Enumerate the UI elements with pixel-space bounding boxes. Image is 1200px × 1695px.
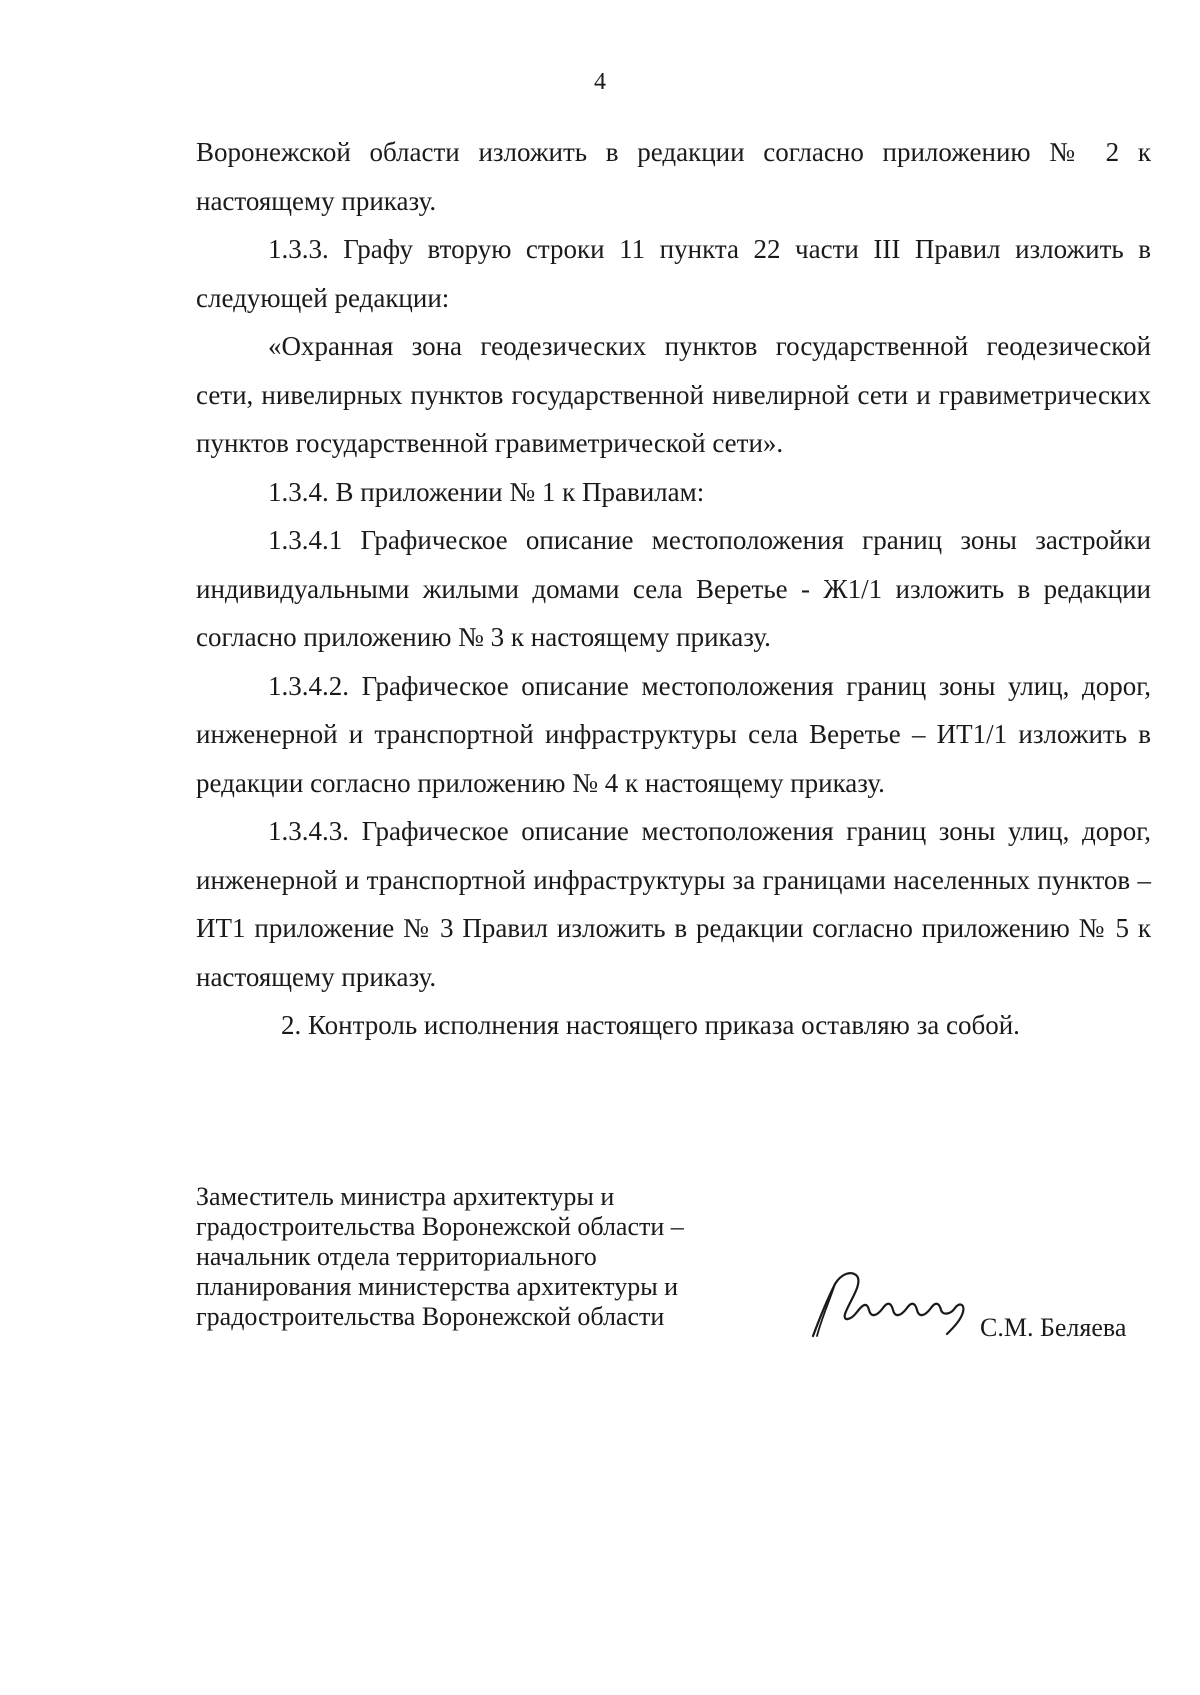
handwritten-signature: [805, 1262, 985, 1342]
signatory-position: [196, 1182, 756, 1332]
paragraph-quote: «Охранная зона геодезических пунктов государственной геодезической сети, нивелирных пунктов государственной нивелирной сети и гравиметрических пунктов государственной гравиметрической сети».: [196, 331, 1151, 458]
signatory-position-line: градостроительства Воронежской области –: [196, 1212, 684, 1241]
paragraph-1-3-3: 1.3.3. Графу вторую строки 11 пункта 22 части III Правил изложить в следующей редакции:: [196, 234, 1151, 313]
paragraph-1-3-4-1: 1.3.4.1 Графическое описание местоположения границ зоны застройки индивидуальными жилыми домами села Веретье - Ж1/1 изложить в редакции согласно приложению № 3 к настоящему приказу.: [196, 525, 1151, 652]
document-body: [196, 128, 1151, 1050]
paragraph-1-3-4: 1.3.4. В приложении № 1 к Правилам:: [268, 476, 705, 507]
signatory-position-line: планирования министерства архитектуры и: [196, 1272, 679, 1301]
signatory-position-line: Заместитель министра архитектуры и: [196, 1182, 615, 1211]
signer-name: С.М. Беляева: [980, 1313, 1127, 1342]
paragraph-1-3-4-3: 1.3.4.3. Графическое описание местоположения границ зоны улиц, дорог, инженерной и транспортной инфраструктуры за границами населенных пунктов – ИТ1 приложение № 3 Правил изложить в редакции согласно приложению № 5 к настоящему приказу.: [196, 816, 1151, 992]
signatory-position-line: градостроительства Воронежской области: [196, 1302, 665, 1331]
paragraph-2-control: 2. Контроль исполнения настоящего приказа оставляю за собой.: [281, 1010, 1020, 1040]
paragraph-1-3-4-2: 1.3.4.2. Графическое описание местоположения границ зоны улиц, дорог, инженерной и транспортной инфраструктуры села Веретье – ИТ1/1 изложить в редакции согласно приложению № 4 к настоящему приказу.: [196, 670, 1151, 798]
page-number: 4: [594, 69, 606, 95]
paragraph-continuation: Воронежской области изложить в редакции согласно приложению № 2 к настоящему приказу.: [196, 137, 1151, 216]
signatory-position-line: начальник отдела территориального: [196, 1242, 597, 1271]
